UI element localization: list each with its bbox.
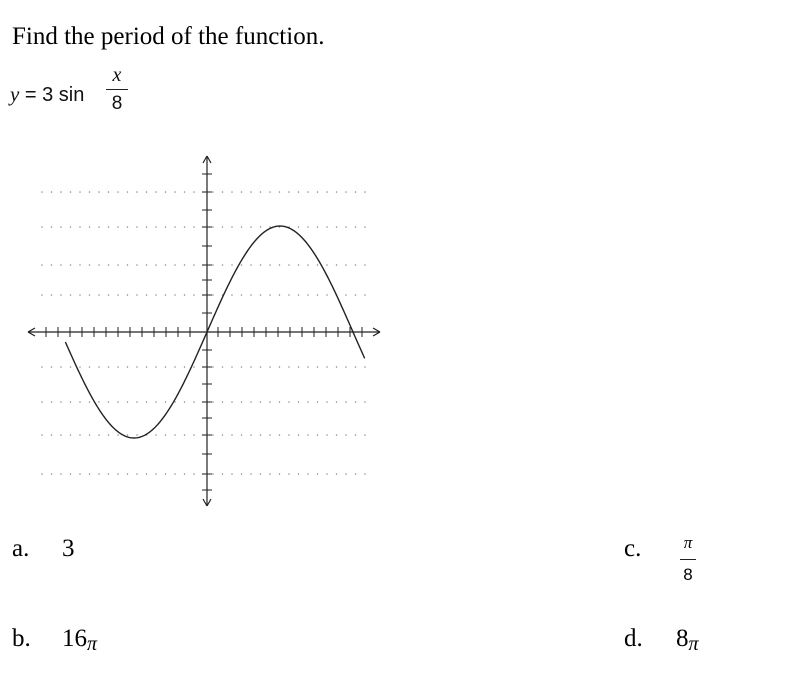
choice-d-value: 8 [676,625,689,652]
sine-graph [24,152,394,512]
fraction-numerator: x [112,64,122,86]
choice-b[interactable] [12,624,98,655]
question-text: Find the period of the function. [12,23,325,50]
choice-b-value: 16 [62,625,87,652]
choice-d-letter: d. [624,625,643,652]
equation-fraction [106,64,128,115]
fraction-bar [106,89,128,90]
choice-b-pi: π [87,633,98,655]
choice-c-letter: c. [624,535,642,562]
choice-a-value: 3 [62,535,75,562]
choice-c-numerator: π [683,533,693,552]
choice-c-fraction-bar [680,559,696,560]
choice-c-denominator: 8 [683,565,693,584]
axes [28,156,380,506]
choice-d-pi: π [688,633,699,655]
choice-c-fraction [680,534,696,584]
choice-b-letter: b. [12,625,31,652]
equation-lhs [10,82,84,107]
choice-a-letter: a. [12,535,30,562]
choice-d[interactable] [624,624,699,655]
equation-variable: y [10,82,20,106]
grid-dots [41,191,366,475]
equation-operator: = 3 sin [19,84,85,106]
fraction-denominator: 8 [111,93,123,114]
choice-a[interactable] [12,534,75,564]
choice-c[interactable] [624,534,714,604]
